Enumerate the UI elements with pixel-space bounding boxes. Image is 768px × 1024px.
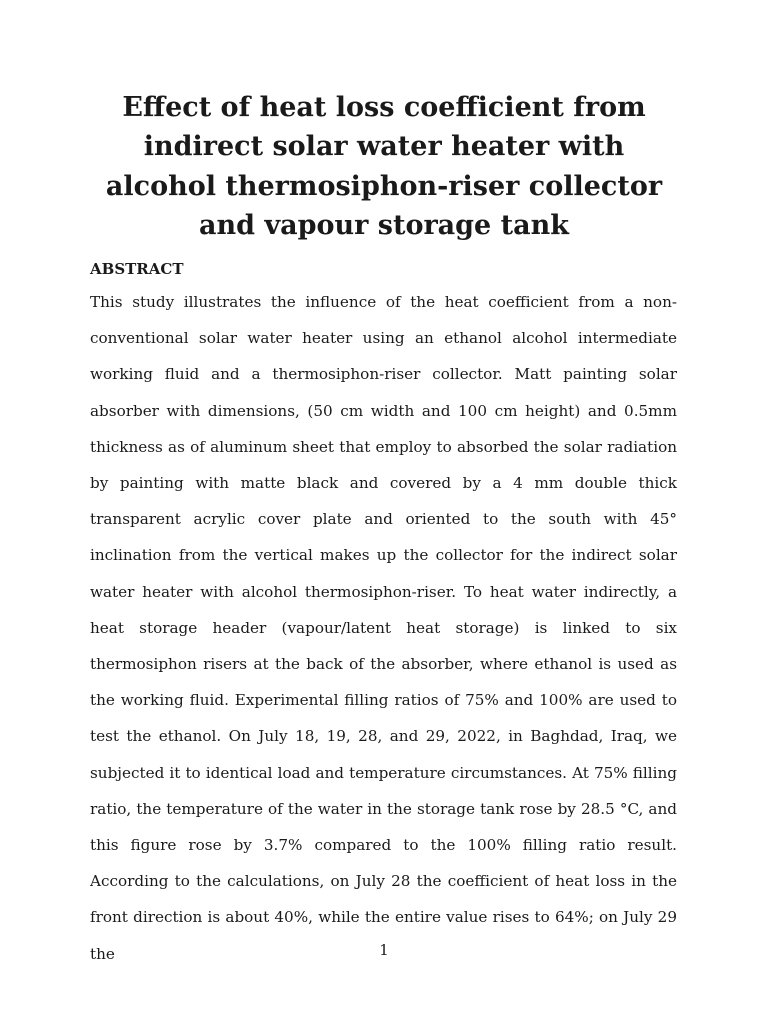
abstract-body: This study illustrates the influence of the heat coefficient from a non-conventional solar water heater using an ethanol alcohol intermediate working fluid and a thermosiphon-riser collector. Matt painting solar absorber with dimensions, (50 cm width and 100 cm height) and 0.5mm thickness as of aluminum sheet that employ to absorbed the solar radiation by painting with matte black and covered by a 4 mm double thick transparent acrylic cover plate and oriented to the south with 45° inclination from the vertical makes up the collector for the indirect solar water heater with alcohol thermosiphon-riser. To heat water indirectly, a heat storage header (vapour/latent heat storage) is linked to six thermosiphon risers at the back of the absorber, where ethanol is used as the working fluid. Experimental filling ratios of 75% and 100% are used to test the ethanol. On July 18, 19, 28, and 29, 2022, in Baghdad, Iraq, we subjected it to identical load and temperature circumstances. At 75% filling ratio, the temperature of the water in the storage tank rose by 28.5 °C, and this figure rose by 3.7% compared to the 100% filling ratio result. According to the calculations, on July 28 the coefficient of heat loss in the front direction is about 40%, while the entire value rises to 64%; on July 29 the <box>90 293 677 963</box>
page-number: 1 <box>379 941 389 959</box>
abstract-heading: ABSTRACT <box>90 260 184 278</box>
paper-title: Effect of heat loss coefficient from indirect solar water heater with alcohol thermosiphon-riser collector and vapour storage tank <box>105 92 663 241</box>
